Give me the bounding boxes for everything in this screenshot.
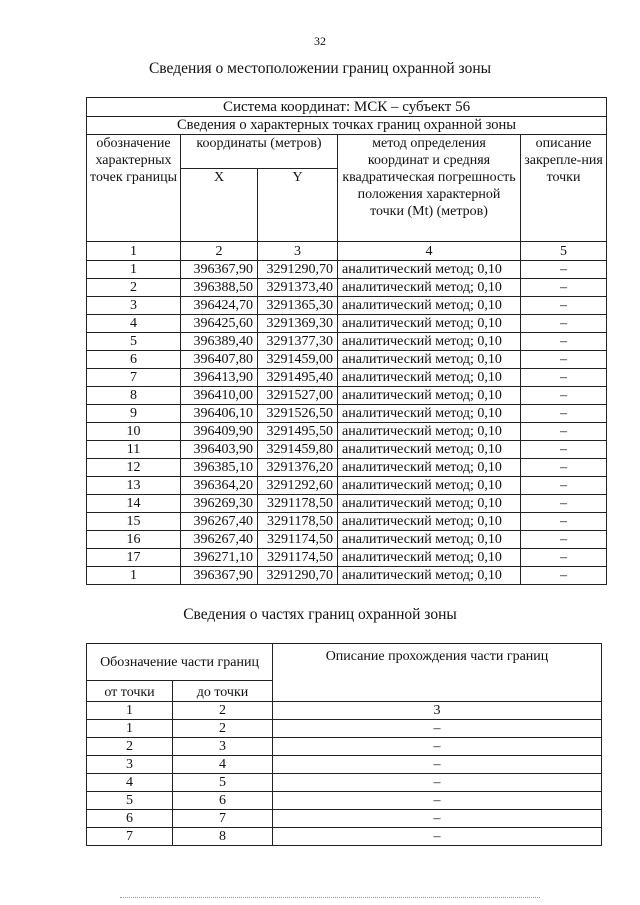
to-point-cell: 5 [173,774,273,792]
coordinates-section-title: Сведения о местоположении границ охранной зоны [148,60,492,77]
table-row [87,756,602,774]
method-cell: аналитический метод; 0,10 [338,477,521,495]
fixing-description-cell: – [521,261,607,279]
y-coordinate-cell: 3291178,50 [258,495,338,513]
x-coordinate-cell: 396407,80 [181,351,258,369]
point-number-cell: 2 [87,279,181,297]
method-cell: аналитический метод; 0,10 [338,279,521,297]
coordinate-system-header: Система координат: МСК – субъект 56 [87,98,607,117]
passage-description-cell: – [273,738,602,756]
table-row [87,441,607,459]
to-point-cell: 4 [173,756,273,774]
fixing-description-cell: – [521,387,607,405]
column-number: 2 [173,702,273,720]
table-row [87,495,607,513]
fixing-description-cell: – [521,531,607,549]
table-row [87,738,602,756]
y-coordinate-cell: 3291292,60 [258,477,338,495]
method-cell: аналитический метод; 0,10 [338,531,521,549]
y-coordinate-cell: 3291365,30 [258,297,338,315]
x-coordinate-cell: 396403,90 [181,441,258,459]
col-header-y: Y [258,169,338,242]
boundary-parts-table [86,643,602,846]
point-number-cell: 14 [87,495,181,513]
table-row [87,315,607,333]
from-point-cell: 6 [87,810,173,828]
method-cell: аналитический метод; 0,10 [338,567,521,585]
fixing-description-cell: – [521,495,607,513]
method-cell: аналитический метод; 0,10 [338,369,521,387]
x-coordinate-cell: 396267,40 [181,531,258,549]
fixing-description-cell: – [521,423,607,441]
method-cell: аналитический метод; 0,10 [338,549,521,567]
col-header-desc: описание закрепле-ния точки [521,135,607,242]
x-coordinate-cell: 396388,50 [181,279,258,297]
table-row [87,549,607,567]
column-number: 3 [273,702,602,720]
table-row [87,279,607,297]
method-cell: аналитический метод; 0,10 [338,495,521,513]
point-number-cell: 13 [87,477,181,495]
table-row [87,792,602,810]
point-number-cell: 1 [87,261,181,279]
x-coordinate-cell: 396367,90 [181,567,258,585]
col-header-method: метод определения координат и средняя квадратическая погрешность положения характерной точки (Mt) (метров) [338,135,521,242]
y-coordinate-cell: 3291495,50 [258,423,338,441]
table-row [87,369,607,387]
fixing-description-cell: – [521,369,607,387]
table-row [87,513,607,531]
to-point-cell: 2 [173,720,273,738]
fixing-description-cell: – [521,513,607,531]
y-coordinate-cell: 3291377,30 [258,333,338,351]
point-number-cell: 10 [87,423,181,441]
point-number-cell: 3 [87,297,181,315]
passage-description-cell: – [273,720,602,738]
to-point-cell: 6 [173,792,273,810]
fixing-description-cell: – [521,297,607,315]
col-header-part: Обозначение части границ [87,644,273,681]
coordinates-table [86,97,607,585]
x-coordinate-cell: 396267,40 [181,513,258,531]
y-coordinate-cell: 3291290,70 [258,567,338,585]
fixing-description-cell: – [521,441,607,459]
method-cell: аналитический метод; 0,10 [338,333,521,351]
from-point-cell: 5 [87,792,173,810]
column-numbers-row [87,242,607,261]
table-row [87,567,607,585]
point-number-cell: 11 [87,441,181,459]
table-row [87,828,602,846]
y-coordinate-cell: 3291369,30 [258,315,338,333]
fixing-description-cell: – [521,351,607,369]
fixing-description-cell: – [521,405,607,423]
table-row [87,774,602,792]
table-row [87,351,607,369]
passage-description-cell: – [273,810,602,828]
page-number: 32 [314,34,326,48]
parts-section-title: Сведения о частях границ охранной зоны [183,606,457,623]
point-number-cell: 12 [87,459,181,477]
column-number: 2 [181,242,258,261]
from-point-cell: 2 [87,738,173,756]
y-coordinate-cell: 3291373,40 [258,279,338,297]
y-coordinate-cell: 3291459,00 [258,351,338,369]
column-number: 4 [338,242,521,261]
point-number-cell: 6 [87,351,181,369]
method-cell: аналитический метод; 0,10 [338,315,521,333]
table-row [87,405,607,423]
passage-description-cell: – [273,828,602,846]
fixing-description-cell: – [521,459,607,477]
table-row [87,261,607,279]
point-number-cell: 15 [87,513,181,531]
table-row [87,477,607,495]
y-coordinate-cell: 3291495,40 [258,369,338,387]
to-point-cell: 8 [173,828,273,846]
from-point-cell: 7 [87,828,173,846]
column-number: 1 [87,242,181,261]
x-coordinate-cell: 396364,20 [181,477,258,495]
col-header-x: X [181,169,258,242]
method-cell: аналитический метод; 0,10 [338,459,521,477]
y-coordinate-cell: 3291459,80 [258,441,338,459]
method-cell: аналитический метод; 0,10 [338,441,521,459]
point-number-cell: 4 [87,315,181,333]
point-number-cell: 7 [87,369,181,387]
method-cell: аналитический метод; 0,10 [338,405,521,423]
x-coordinate-cell: 396424,70 [181,297,258,315]
method-cell: аналитический метод; 0,10 [338,513,521,531]
col-header-from: от точки [87,681,173,702]
x-coordinate-cell: 396385,10 [181,459,258,477]
x-coordinate-cell: 396389,40 [181,333,258,351]
x-coordinate-cell: 396413,90 [181,369,258,387]
y-coordinate-cell: 3291376,20 [258,459,338,477]
characteristic-points-header: Сведения о характерных точках границ охранной зоны [87,117,607,135]
point-number-cell: 1 [87,567,181,585]
table-row [87,333,607,351]
y-coordinate-cell: 3291178,50 [258,513,338,531]
column-number: 3 [258,242,338,261]
passage-description-cell: – [273,792,602,810]
fixing-description-cell: – [521,549,607,567]
table-row [87,459,607,477]
from-point-cell: 3 [87,756,173,774]
table-row [87,423,607,441]
x-coordinate-cell: 396406,10 [181,405,258,423]
from-point-cell: 4 [87,774,173,792]
point-number-cell: 5 [87,333,181,351]
y-coordinate-cell: 3291527,00 [258,387,338,405]
passage-description-cell: – [273,756,602,774]
to-point-cell: 3 [173,738,273,756]
fixing-description-cell: – [521,477,607,495]
table-row [87,297,607,315]
method-cell: аналитический метод; 0,10 [338,351,521,369]
x-coordinate-cell: 396269,30 [181,495,258,513]
col-header-point: обозначение характерных точек границы [87,135,181,242]
fixing-description-cell: – [521,315,607,333]
x-coordinate-cell: 396271,10 [181,549,258,567]
col-header-coords: координаты (метров) [181,135,338,169]
fixing-description-cell: – [521,333,607,351]
y-coordinate-cell: 3291174,50 [258,531,338,549]
col-header-passage-desc: Описание прохождения части границ [273,644,602,702]
fixing-description-cell: – [521,567,607,585]
method-cell: аналитический метод; 0,10 [338,261,521,279]
point-number-cell: 16 [87,531,181,549]
table-row [87,531,607,549]
x-coordinate-cell: 396410,00 [181,387,258,405]
point-number-cell: 17 [87,549,181,567]
point-number-cell: 9 [87,405,181,423]
scan-footer-marks [120,897,540,901]
point-number-cell: 8 [87,387,181,405]
method-cell: аналитический метод; 0,10 [338,423,521,441]
to-point-cell: 7 [173,810,273,828]
y-coordinate-cell: 3291174,50 [258,549,338,567]
table-row [87,720,602,738]
column-numbers-row [87,702,602,720]
y-coordinate-cell: 3291526,50 [258,405,338,423]
fixing-description-cell: – [521,279,607,297]
x-coordinate-cell: 396425,60 [181,315,258,333]
column-number: 1 [87,702,173,720]
from-point-cell: 1 [87,720,173,738]
passage-description-cell: – [273,774,602,792]
col-header-to: до точки [173,681,273,702]
method-cell: аналитический метод; 0,10 [338,297,521,315]
method-cell: аналитический метод; 0,10 [338,387,521,405]
table-row [87,387,607,405]
column-number: 5 [521,242,607,261]
x-coordinate-cell: 396367,90 [181,261,258,279]
y-coordinate-cell: 3291290,70 [258,261,338,279]
x-coordinate-cell: 396409,90 [181,423,258,441]
table-row [87,810,602,828]
